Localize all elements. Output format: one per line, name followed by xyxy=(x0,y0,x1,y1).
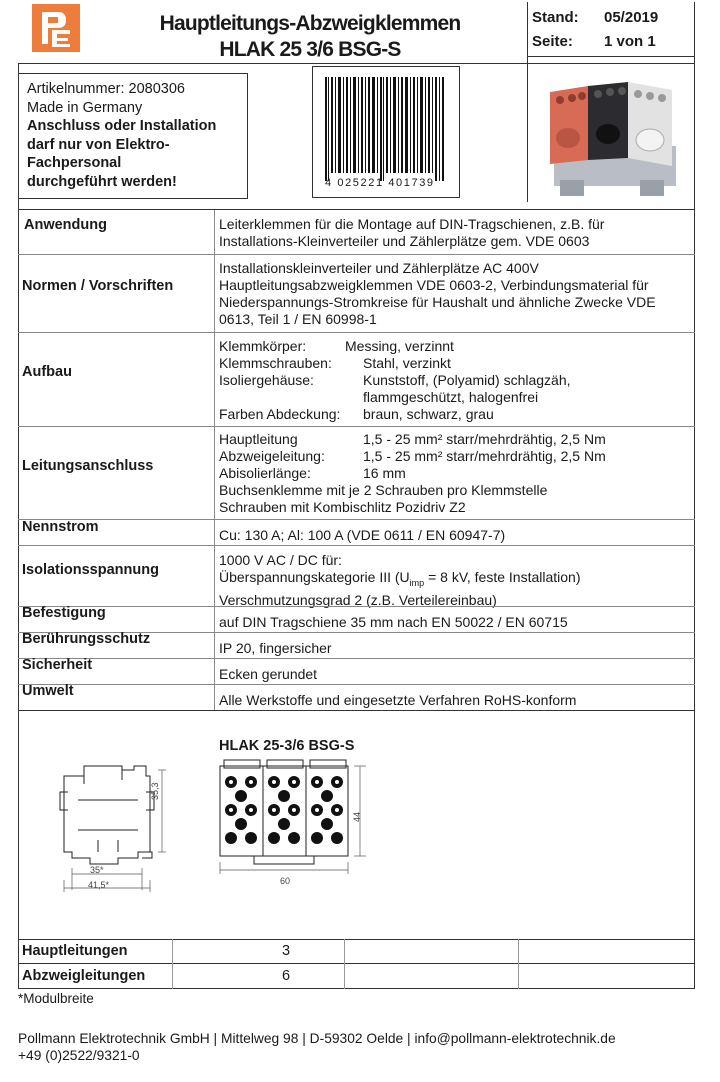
drawing-title: HLAK 25-3/6 BSG-S xyxy=(219,738,355,754)
bottom-table-col-line xyxy=(172,939,173,989)
spec-label-leitungsanschluss: Leitungsanschluss xyxy=(22,458,154,474)
company-logo xyxy=(32,4,80,52)
warning-line-4: durchgeführt werden! xyxy=(27,173,177,190)
spec-key: Klemmschrauben: xyxy=(219,355,332,371)
meta-bottom-line xyxy=(527,56,695,57)
spec-text: 1,5 - 25 mm² starr/mehrdrähtig, 2,5 Nm xyxy=(363,448,606,464)
spec-text: Installations-Kleinverteiler und Zählerplätze gem. VDE 0603 xyxy=(219,233,590,249)
spec-value-isolationsspannung xyxy=(219,552,580,609)
spec-value-umwelt: Alle Werkstoffe und eingesetzte Verfahren RoHS-konform xyxy=(219,692,577,708)
pe-logo-icon xyxy=(38,8,74,48)
dim-41-5: 41,5* xyxy=(88,880,110,890)
spec-text: Verschmutzungsgrad 2 (z.B. Verteilereinbau) xyxy=(219,591,497,608)
bottom-table-mid-line xyxy=(18,963,695,964)
spec-value-befestigung: auf DIN Tragschiene 35 mm nach EN 50022 / EN 60715 xyxy=(219,614,568,630)
spec-text: Stahl, verzinkt xyxy=(363,355,451,371)
top-view-drawing xyxy=(214,756,374,874)
spec-text: Überspannungskategorie III (U xyxy=(219,569,410,585)
seite-label: Seite: xyxy=(532,33,573,50)
spec-label-anwendung: Anwendung xyxy=(24,217,107,233)
stand-value: 05/2019 xyxy=(604,9,659,26)
bottom-table-top-line xyxy=(18,939,695,940)
spec-label-normen: Normen / Vorschriften xyxy=(22,278,174,294)
spec-key: Hauptleitung xyxy=(219,431,298,447)
bottom-table-right-line xyxy=(694,939,695,989)
spec-text: 16 mm xyxy=(363,465,406,481)
barcode-box xyxy=(312,66,460,198)
spec-row-divider xyxy=(18,684,695,685)
spec-key: Farben Abdeckung: xyxy=(219,406,341,422)
bottom-table-col-line xyxy=(344,939,345,989)
spec-text: Messing, verzinnt xyxy=(345,338,454,354)
warning-line-3: Fachpersonal xyxy=(27,155,122,171)
spec-row-divider xyxy=(18,710,695,711)
spec-value-nennstrom: Cu: 130 A; Al: 100 A (VDE 0611 / EN 60947-7) xyxy=(219,527,506,543)
spec-row-divider xyxy=(18,606,695,607)
warning-line-1: Anschluss oder Installation xyxy=(27,118,217,134)
spec-label-aufbau: Aufbau xyxy=(22,364,72,380)
barcode-icon xyxy=(313,73,459,185)
spec-row-divider xyxy=(18,426,695,427)
spec-text: Buchsenklemme mit je 2 Schrauben pro Klemmstelle xyxy=(219,482,548,498)
spec-text: 1000 V AC / DC für: xyxy=(219,552,342,568)
spec-value-anwendung xyxy=(219,216,604,250)
spec-text: Leiterklemmen für die Montage auf DIN-Tragschienen, z.B. für xyxy=(219,216,605,232)
spec-value-aufbau xyxy=(219,338,689,423)
spec-row-divider xyxy=(18,254,695,255)
spec-label-isolationsspannung: Isolationsspannung xyxy=(22,562,159,578)
bottom-table-bottom-line xyxy=(18,988,695,989)
spec-text: 1,5 - 25 mm² starr/mehrdrähtig, 2,5 Nm xyxy=(363,431,606,447)
abzweigleitungen-value: 6 xyxy=(282,968,291,984)
spec-row-divider xyxy=(18,545,695,546)
header-bottom-line xyxy=(18,63,527,64)
spec-text: 0613, Teil 1 / EN 60998-1 xyxy=(219,311,377,327)
spec-table-divider xyxy=(214,210,215,710)
made-in: Made in Germany xyxy=(27,99,143,116)
document-title-line2: HLAK 25 3/6 BSG-S xyxy=(219,38,401,61)
spec-text: braun, schwarz, grau xyxy=(363,406,494,422)
spec-value-beruehrungsschutz: IP 20, fingersicher xyxy=(219,640,332,656)
article-info-box xyxy=(18,73,248,199)
spec-text: flammgeschützt, halogenfrei xyxy=(363,389,539,405)
spec-value-leitungsanschluss xyxy=(219,431,689,516)
abzweigleitungen-label: Abzweigleitungen xyxy=(22,968,146,984)
dim-35: 35* xyxy=(90,865,104,875)
spec-value-normen xyxy=(219,260,656,328)
bottom-table-left-line xyxy=(18,939,19,989)
spec-text: Installationskleinverteiler und Zählerplätze AC 400V xyxy=(219,260,539,276)
spec-key: Klemmkörper: xyxy=(219,338,307,354)
spec-table-top-line xyxy=(18,209,695,210)
spec-key: Isoliergehäuse: xyxy=(219,372,314,388)
spec-text: imp xyxy=(409,577,425,588)
spec-label-sicherheit: Sicherheit xyxy=(22,657,93,673)
dim-44: 44 xyxy=(352,811,362,822)
dim-60: 60 xyxy=(280,876,291,886)
spec-key: Abisolierlänge: xyxy=(219,465,311,481)
spec-text: Niederspannungs-Stromkreise für Haushalt und ähnliche Zwecke VDE xyxy=(219,294,656,310)
spec-text: Kunststoff, (Polyamid) schlagzäh, xyxy=(363,372,571,388)
document-title-line1: Hauptleitungs-Abzweigklemmen xyxy=(159,12,461,35)
spec-text: Hauptleitungsabzweigklemmen VDE 0603-2, Verbindungsmaterial für xyxy=(219,277,649,293)
warning-line-2: darf nur von Elektro- xyxy=(27,136,170,153)
footer-phone: +49 (0)2522/9321-0 xyxy=(18,1048,140,1063)
seite-value: 1 von 1 xyxy=(604,33,656,50)
bottom-table-col-line xyxy=(518,939,519,989)
spec-row-divider xyxy=(18,658,695,659)
spec-label-umwelt: Umwelt xyxy=(22,683,74,699)
header-top-divider xyxy=(527,2,528,202)
spec-text: Schrauben mit Kombischlitz Pozidriv Z2 xyxy=(219,499,466,515)
spec-row-divider xyxy=(18,332,695,333)
hauptleitungen-value: 3 xyxy=(282,943,291,959)
dim-height-side: 35,3 xyxy=(150,782,160,800)
footnote: *Modulbreite xyxy=(18,991,94,1006)
side-view-drawing xyxy=(38,740,178,900)
product-photo xyxy=(540,76,690,198)
spec-key: Abzweigeleitung: xyxy=(219,448,325,464)
barcode-digits: 4 025221 401739 xyxy=(325,177,435,189)
spec-text: = 8 kV, feste Installation) xyxy=(424,569,581,585)
spec-label-nennstrom: Nennstrom xyxy=(22,519,99,535)
spec-value-sicherheit: Ecken gerundet xyxy=(219,666,318,682)
hauptleitungen-label: Hauptleitungen xyxy=(22,943,128,959)
article-number: Artikelnummer: 2080306 xyxy=(27,81,185,97)
spec-label-befestigung: Befestigung xyxy=(22,605,106,621)
spec-row-divider xyxy=(18,519,695,520)
frame-right-line xyxy=(694,2,695,940)
spec-label-beruehrungsschutz: Berührungsschutz xyxy=(22,631,151,647)
stand-label: Stand: xyxy=(532,9,579,26)
footer-address: Pollmann Elektrotechnik GmbH | Mittelweg 98 | D-59302 Oelde | info@pollmann-elektrotechnik.de xyxy=(18,1031,616,1046)
